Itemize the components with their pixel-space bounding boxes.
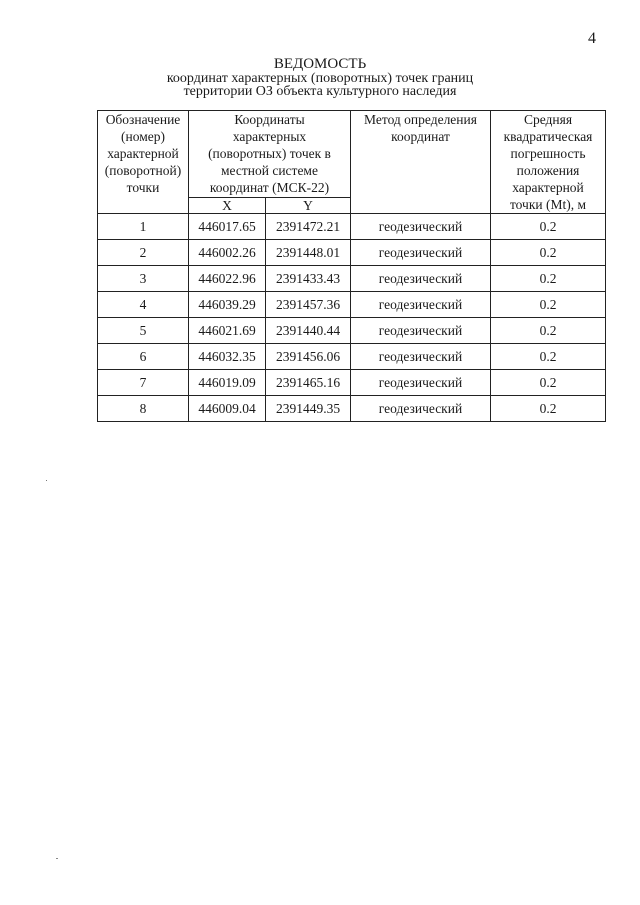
cell-method: геодезический: [351, 318, 491, 344]
cell-point-id: 6: [98, 344, 189, 370]
header-line: положения: [516, 163, 580, 178]
cell-x: 446039.29: [189, 292, 266, 318]
header-line: точки: [126, 180, 160, 195]
table-row: [98, 370, 606, 396]
header-line: характерной: [512, 180, 584, 195]
header-line: (номер): [121, 129, 165, 144]
header-error: [491, 111, 606, 214]
cell-x: 446032.35: [189, 344, 266, 370]
header-line: (поворотных) точек в: [208, 146, 331, 161]
cell-error: 0.2: [491, 292, 606, 318]
header-point-id: [98, 111, 189, 214]
title-line-2: территории ОЗ объекта культурного наследия: [183, 84, 457, 99]
cell-x: 446021.69: [189, 318, 266, 344]
cell-error: 0.2: [491, 240, 606, 266]
cell-error: 0.2: [491, 214, 606, 240]
coordinates-table: [97, 110, 606, 422]
cell-y: 2391440.44: [266, 318, 351, 344]
cell-x: 446002.26: [189, 240, 266, 266]
table-row: [98, 344, 606, 370]
document-title: [0, 57, 640, 98]
header-line: характерных: [232, 129, 307, 144]
cell-y: 2391433.43: [266, 266, 351, 292]
cell-point-id: 8: [98, 396, 189, 422]
cell-x: 446017.65: [189, 214, 266, 240]
header-y: Y: [266, 197, 351, 213]
cell-x: 446019.09: [189, 370, 266, 396]
header-line: (поворотной): [104, 163, 182, 178]
table-row: [98, 266, 606, 292]
cell-error: 0.2: [491, 266, 606, 292]
cell-method: геодезический: [351, 396, 491, 422]
cell-error: 0.2: [491, 396, 606, 422]
header-line: Обозначение: [105, 112, 181, 127]
cell-method: геодезический: [351, 344, 491, 370]
table-row: [98, 396, 606, 422]
cell-x: 446009.04: [189, 396, 266, 422]
title-line-1: координат характерных (поворотных) точек границ: [166, 71, 474, 86]
cell-y: 2391449.35: [266, 396, 351, 422]
header-line: Метод определения: [364, 112, 477, 127]
header-line: координат: [391, 129, 450, 144]
table-row: [98, 292, 606, 318]
cell-error: 0.2: [491, 318, 606, 344]
cell-point-id: 3: [98, 266, 189, 292]
cell-point-id: 1: [98, 214, 189, 240]
header-line: местной системе: [221, 163, 318, 178]
cell-method: геодезический: [351, 266, 491, 292]
cell-y: 2391472.21: [266, 214, 351, 240]
header-x: X: [189, 197, 266, 213]
header-line: координат (МСК-22): [209, 180, 330, 195]
header-row: [98, 111, 606, 198]
cell-y: 2391457.36: [266, 292, 351, 318]
cell-point-id: 7: [98, 370, 189, 396]
cell-error: 0.2: [491, 370, 606, 396]
header-method: [351, 111, 491, 214]
cell-method: геодезический: [351, 240, 491, 266]
header-line: Координаты: [234, 112, 305, 127]
page-number: 4: [588, 30, 596, 47]
cell-x: 446022.96: [189, 266, 266, 292]
cell-y: 2391448.01: [266, 240, 351, 266]
header-line: квадратическая: [503, 129, 593, 144]
cell-method: геодезический: [351, 214, 491, 240]
table-row: [98, 240, 606, 266]
scan-speck: [56, 858, 58, 859]
scan-speck: [46, 480, 47, 481]
header-line: характерной: [107, 146, 179, 161]
table-row: [98, 214, 606, 240]
cell-y: 2391456.06: [266, 344, 351, 370]
cell-method: геодезический: [351, 370, 491, 396]
cell-point-id: 5: [98, 318, 189, 344]
header-coordinates: [189, 111, 351, 198]
cell-method: геодезический: [351, 292, 491, 318]
cell-point-id: 2: [98, 240, 189, 266]
cell-error: 0.2: [491, 344, 606, 370]
cell-point-id: 4: [98, 292, 189, 318]
title-main: ВЕДОМОСТЬ: [273, 56, 367, 72]
table-row: [98, 318, 606, 344]
header-line: Средняя: [523, 112, 573, 127]
header-line: точки (Mt), м: [509, 197, 587, 212]
cell-y: 2391465.16: [266, 370, 351, 396]
header-line: погрешность: [510, 146, 586, 161]
